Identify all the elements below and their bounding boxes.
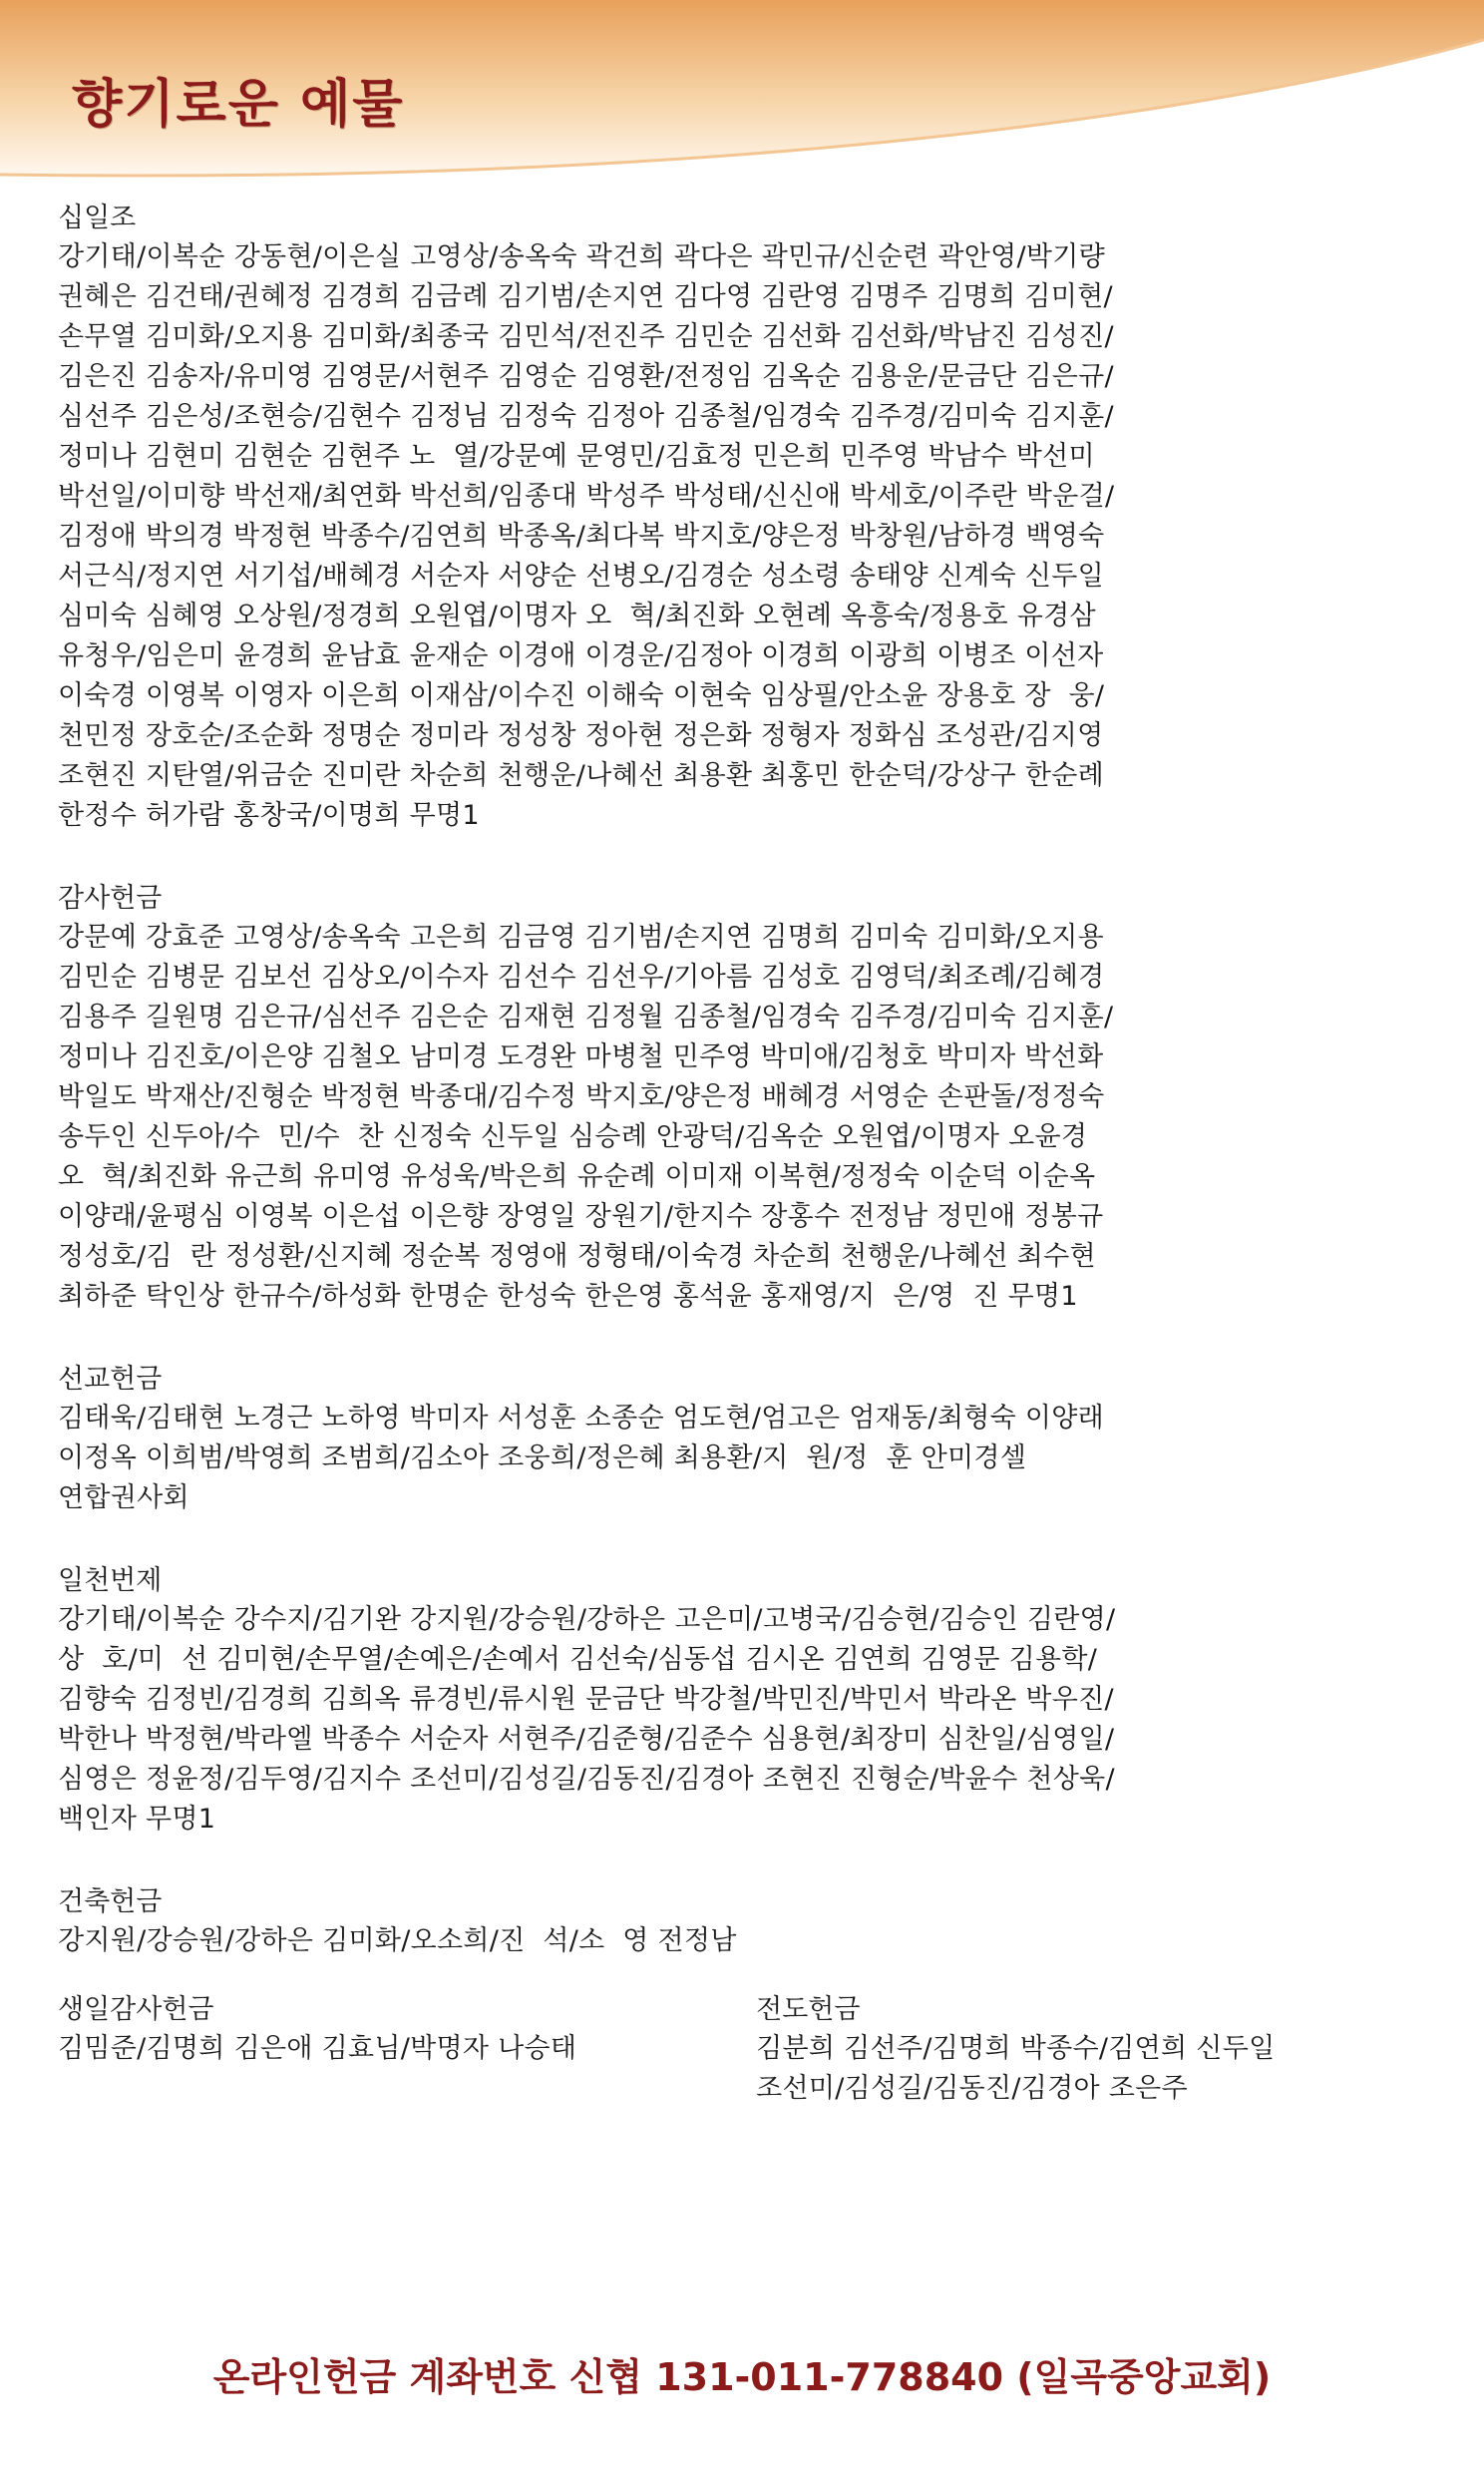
name-line: 권혜은 김건태/권혜정 김경희 김금례 김기범/손지연 김다영 김란영 김명주 김명희 김미현/ <box>58 281 1113 312</box>
name-line: 상 호/미 선 김미현/손무열/손예은/손예서 김선숙/심동섭 김시온 김연희 김영문 김용학/ <box>58 1644 1098 1675</box>
name-line: 박한나 박정현/박라엘 박종수 서순자 서현주/김준형/김준수 심용현/최장미 심찬일/심영일/ <box>58 1724 1115 1755</box>
name-line: 김밈준/김명희 김은애 김효님/박명자 나승태 <box>58 2033 577 2064</box>
online-offering-account: 온라인헌금 계좌번호 신협 131-011-778840 (일곡중앙교회) <box>212 2355 1272 2399</box>
name-line: 김용주 길원명 김은규/심선주 김은순 김재현 김정월 김종철/임경숙 김주경/김미숙 김지훈/ <box>58 1002 1114 1032</box>
section-thousand-offerings <box>58 1562 1434 1840</box>
name-line: 서근식/정지연 서기섭/배혜경 서순자 서양순 선병오/김경순 성소령 송태양 신계숙 신두일 <box>58 561 1104 592</box>
name-line: 김분희 김선주/김명희 박종수/김연희 신두일 <box>756 2033 1276 2064</box>
section-title: 십일조 <box>58 203 137 233</box>
section-mission <box>58 1361 1434 1518</box>
section-title: 전도헌금 <box>756 1994 861 2025</box>
name-line: 김정애 박의경 박정현 박종수/김연희 박종옥/최다복 박지호/양은정 박창원/남하경 백영숙 <box>58 521 1105 552</box>
name-line: 정미나 김현미 김현순 김현주 노 열/강문예 문영민/김효정 민은희 민주영 박남수 박선미 <box>58 441 1095 472</box>
name-line: 한정수 허가람 홍창국/이명희 무명1 <box>58 800 480 831</box>
name-line: 이양래/윤평심 이영복 이은섭 이은향 장영일 장원기/한지수 장홍수 전정남 정민애 정봉규 <box>58 1201 1104 1232</box>
section-title: 감사헌금 <box>58 883 163 914</box>
section-title: 일천번제 <box>58 1565 163 1596</box>
section-title: 생일감사헌금 <box>58 1994 214 2025</box>
name-line: 강지원/강승원/강하은 김미화/오소희/진 석/소 영 전정남 <box>58 1925 737 1956</box>
name-line: 강문예 강효준 고영상/송옥숙 고은희 김금영 김기범/손지연 김명희 김미숙 김미화/오지용 <box>58 922 1104 953</box>
name-line: 심영은 정윤정/김두영/김지수 조선미/김성길/김동진/김경아 조현진 진형순/박윤수 천상욱/ <box>58 1764 1115 1795</box>
name-line: 백인자 무명1 <box>58 1804 216 1835</box>
name-line: 최하준 탁인상 한규수/하성화 한명순 한성숙 한은영 홍석윤 홍재영/지 은/영 진 무명1 <box>58 1281 1078 1312</box>
name-line: 정성호/김 란 정성환/신지혜 정순복 정영애 정형태/이숙경 차순희 천행운/나혜선 최수현 <box>58 1241 1096 1272</box>
bottom-columns <box>58 1991 1434 2109</box>
name-line: 박선일/이미향 박선재/최연화 박선희/임종대 박성주 박성태/신신애 박세호/이주란 박운걸/ <box>58 481 1115 512</box>
section-title: 선교헌금 <box>58 1364 163 1395</box>
name-line: 김민순 김병문 김보선 김상오/이수자 김선수 김선우/기아름 김성호 김영덕/최조례/김혜경 <box>58 962 1105 993</box>
name-line: 강기태/이복순 강동현/이은실 고영상/송옥숙 곽건희 곽다은 곽민규/신순련 곽안영/박기량 <box>58 241 1106 272</box>
offering-content <box>58 200 1434 2109</box>
name-line: 심선주 김은성/조현승/김현수 김정님 김정숙 김정아 김종철/임경숙 김주경/김미숙 김지훈/ <box>58 401 1114 432</box>
name-line: 유청우/임은미 윤경희 윤남효 윤재순 이경애 이경운/김정아 이경희 이광희 이병조 이선자 <box>58 640 1104 671</box>
name-line: 박일도 박재산/진형순 박정현 박종대/김수정 박지호/양은정 배혜경 서영순 손판돌/정정숙 <box>58 1081 1105 1112</box>
name-line: 김태욱/김태현 노경근 노하영 박미자 서성훈 소종순 엄도현/엄고은 엄재동/최형숙 이양래 <box>58 1403 1104 1434</box>
name-line: 심미숙 심혜영 오상원/정경희 오원엽/이명자 오 혁/최진화 오현례 옥흥숙/정용호 유경삼 <box>58 601 1096 631</box>
name-line: 강기태/이복순 강수지/김기완 강지원/강승원/강하은 고은미/고병국/김승현/김승인 김란영/ <box>58 1604 1116 1635</box>
name-line: 오 혁/최진화 유근희 유미영 유성욱/박은희 유순례 이미재 이복현/정정숙 이순덕 이순옥 <box>58 1161 1096 1192</box>
name-line: 조현진 지탄열/위금순 진미란 차순희 천행운/나혜선 최용환 최홍민 한순덕/강상구 한순례 <box>58 760 1104 791</box>
name-line: 김향숙 김정빈/김경희 김희옥 류경빈/류시원 문금단 박강철/박민진/박민서 박라온 박우진/ <box>58 1684 1114 1715</box>
section-birthday-thanks <box>58 1991 726 2109</box>
name-line: 이숙경 이영복 이영자 이은희 이재삼/이수진 이해숙 이현숙 임상필/안소윤 장용호 장 웅/ <box>58 680 1105 711</box>
section-evangelism <box>756 1991 1434 2109</box>
name-line: 이정옥 이희범/박영희 조범희/김소아 조웅희/정은혜 최용환/지 원/정 훈 안미경셀 <box>58 1442 1027 1473</box>
section-title: 건축헌금 <box>58 1886 163 1917</box>
page-title: 향기로운 예물 <box>72 75 405 135</box>
name-line: 송두인 신두아/수 민/수 찬 신정숙 신두일 심승례 안광덕/김옥순 오원엽/이명자 오윤경 <box>58 1121 1088 1152</box>
name-line: 연합권사회 <box>58 1482 189 1513</box>
name-line: 정미나 김진호/이은양 김철오 남미경 도경완 마병철 민주영 박미애/김청호 박미자 박선화 <box>58 1041 1104 1072</box>
section-tithe <box>58 200 1434 836</box>
section-building <box>58 1883 1434 1961</box>
name-line: 손무열 김미화/오지용 김미화/최종국 김민석/전진주 김민순 김선화 김선화/박남진 김성진/ <box>58 321 1114 352</box>
section-thanksgiving <box>58 880 1434 1317</box>
name-line: 조선미/김성길/김동진/김경아 조은주 <box>756 2073 1188 2104</box>
name-line: 천민정 장호순/조순화 정명순 정미라 정성창 정아현 정은화 정형자 정화심 조성관/김지영 <box>58 720 1104 751</box>
name-line: 김은진 김송자/유미영 김영문/서현주 김영순 김영환/전정임 김옥순 김용운/문금단 김은규/ <box>58 361 1114 392</box>
